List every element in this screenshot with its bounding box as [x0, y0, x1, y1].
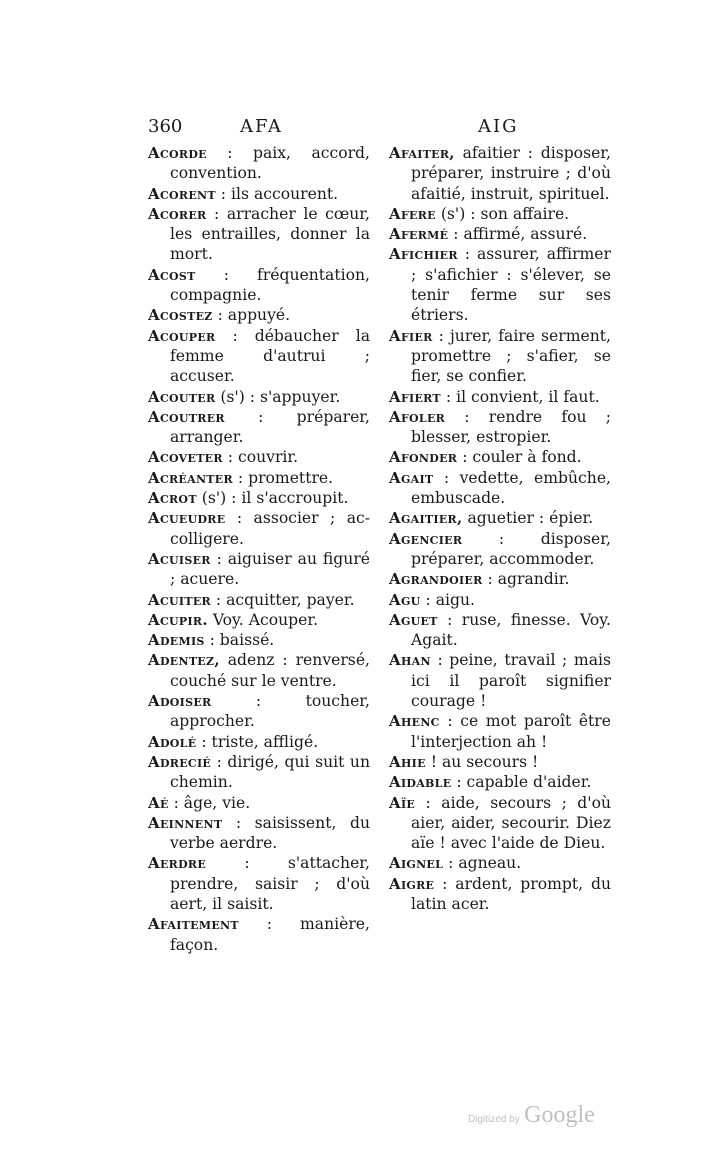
entry-headword: Adolé: [148, 732, 197, 751]
dictionary-entry: [148, 590, 370, 610]
dictionary-entry: [389, 752, 611, 772]
dictionary-entry: [148, 813, 370, 854]
entry-headword: Afier: [389, 326, 433, 345]
entry-definition: : acquitter, payer.: [210, 590, 355, 609]
dictionary-entry: [148, 732, 370, 752]
entry-headword: Afermé: [389, 225, 449, 244]
entry-headword: Ahie: [389, 752, 426, 771]
dictionary-entry: [389, 143, 611, 204]
entry-headword: Agu: [389, 590, 421, 609]
entry-definition: : manière, façon.: [170, 915, 370, 954]
dictionary-entry: [389, 569, 611, 589]
dictionary-entry: [148, 184, 370, 204]
dictionary-entry: [389, 650, 611, 711]
dictionary-entry: [148, 549, 370, 590]
dictionary-entry: [148, 326, 370, 387]
dictionary-entry: [148, 691, 370, 732]
entry-definition: : couvrir.: [222, 448, 299, 467]
entry-definition: : promettre.: [232, 468, 334, 487]
dictionary-entry: [389, 407, 611, 448]
entry-definition: (s') : il s'accroupit.: [196, 489, 349, 508]
entry-definition: : capable d'aider.: [451, 773, 592, 792]
entry-definition: : assurer, affirmer ; s'afichier : s'élever, se tenir ferme sur ses étriers.: [411, 245, 611, 325]
entry-definition: : appuyé.: [212, 306, 291, 325]
entry-headword: Acorent: [148, 184, 216, 203]
entry-headword: Aignel: [389, 854, 444, 873]
entry-definition: aguetier : épier.: [462, 509, 594, 528]
dictionary-entry: [148, 853, 370, 914]
entry-headword: Ahan: [389, 651, 431, 670]
entry-headword: Acouper: [148, 326, 216, 345]
entry-headword: Adrecié: [148, 752, 212, 771]
entry-definition: : âge, vie.: [168, 793, 251, 812]
entry-headword: Acréanter: [148, 468, 233, 487]
entry-headword: Afonder: [389, 448, 458, 467]
dictionary-entry: [148, 143, 370, 184]
entry-definition: : vedette, embûche, embuscade.: [411, 468, 611, 508]
entry-headword: Agait: [389, 468, 434, 487]
entry-headword: Agencier: [389, 529, 463, 548]
entry-headword: Acoveter: [148, 448, 223, 467]
entry-headword: Aerdre: [148, 854, 207, 873]
entry-headword: Agaitier,: [389, 509, 463, 528]
dictionary-entry: [389, 529, 611, 570]
entry-headword: Afaiter,: [389, 144, 455, 162]
dictionary-entry: [389, 447, 611, 467]
dictionary-entry: [148, 610, 370, 630]
entry-definition: : paix, accord, convention.: [170, 144, 370, 183]
entry-definition: : ce mot paroît être l'interjection ah !: [411, 712, 611, 751]
entry-definition: : ils accourent.: [215, 184, 339, 203]
dictionary-entry: [148, 793, 370, 813]
entry-headword: Adoiser: [148, 692, 212, 711]
dictionary-entry: [389, 711, 611, 752]
entry-headword: Agrandoier: [389, 570, 483, 589]
entry-headword: Ademis: [148, 631, 205, 650]
entry-definition: : couler à fond.: [457, 448, 582, 467]
dictionary-entry: [148, 508, 370, 549]
entry-headword: Acuiter: [148, 590, 211, 609]
page-number: 360: [148, 116, 183, 137]
right-column: [389, 143, 611, 914]
entry-headword: Afaitement: [148, 915, 239, 934]
entry-headword: Acoutrer: [148, 407, 225, 426]
entry-definition: : rendre fou ; blesser, estropier.: [411, 407, 611, 447]
entry-definition: : aide, secours ; d'où aier, aider, secourir. Diez aïe ! avec l'aide de Dieu.: [411, 793, 611, 853]
dictionary-entry: [389, 772, 611, 792]
entry-definition: : ruse, finesse. Voy. Agait.: [411, 610, 611, 650]
entry-headword: Aé: [148, 793, 169, 812]
entry-headword: Acorde: [148, 144, 207, 162]
dictionary-entry: [148, 488, 370, 508]
entry-definition: : peine, travail ; mais ici il paroît signifier courage !: [411, 651, 611, 711]
digitized-watermark: [468, 1102, 595, 1129]
entry-headword: Afichier: [389, 245, 458, 264]
dictionary-entry: [148, 407, 370, 448]
entry-headword: Acorer: [148, 204, 207, 223]
entry-definition: : disposer, préparer, accommoder.: [411, 529, 611, 568]
running-head-left: AFA: [240, 116, 283, 137]
entry-definition: (s') : son affaire.: [435, 204, 570, 223]
entry-definition: Voy. Acouper.: [207, 610, 319, 629]
entry-headword: Ahenc: [389, 712, 440, 731]
entry-definition: : saisissent, du verbe aerdre.: [170, 813, 370, 853]
entry-definition: : associer ; ac- colligere.: [170, 509, 370, 548]
entry-definition: ! au secours !: [425, 752, 539, 771]
dictionary-entry: [148, 387, 370, 407]
entry-headword: Aeinnent: [148, 813, 223, 832]
dictionary-entry: [389, 387, 611, 407]
dictionary-entry: [148, 468, 370, 488]
entry-definition: : aiguiser au figuré ; acuere.: [170, 549, 370, 589]
left-column: [148, 143, 370, 955]
entry-headword: Acueudre: [148, 509, 226, 528]
entry-definition: : agneau.: [443, 854, 522, 873]
entry-headword: Aigre: [389, 874, 435, 893]
dictionary-entry: [148, 752, 370, 793]
entry-headword: Acost: [148, 265, 196, 284]
entry-headword: Acuiser: [148, 549, 211, 568]
dictionary-entry: [389, 468, 611, 509]
dictionary-entry: [148, 650, 370, 691]
entry-definition: : triste, affligé.: [196, 732, 319, 751]
google-logo: Google: [524, 1102, 595, 1128]
dictionary-entry: [148, 305, 370, 325]
entry-definition: : baissé.: [204, 631, 275, 650]
entry-definition: : il convient, il faut.: [440, 387, 600, 406]
entry-headword: Aidable: [389, 773, 452, 792]
dictionary-entry: [148, 204, 370, 265]
entry-definition: : agrandir.: [482, 570, 570, 589]
entry-headword: Afiert: [389, 387, 441, 406]
entry-headword: Afoler: [389, 407, 446, 426]
dictionary-entry: [389, 224, 611, 244]
entry-headword: Aguet: [389, 610, 438, 629]
entry-definition: : affirmé, assuré.: [448, 225, 588, 244]
dictionary-entry: [389, 204, 611, 224]
entry-definition: afaitier : disposer, préparer, instruire ; d'où afaitié, instruit, spirituel.: [411, 144, 611, 203]
dictionary-entry: [389, 874, 611, 915]
entry-definition: (s') : s'appuyer.: [215, 387, 341, 406]
dictionary-entry: [389, 244, 611, 325]
dictionary-entry: [148, 914, 370, 955]
entry-headword: Afere: [389, 204, 436, 223]
running-head-right: AIG: [478, 116, 519, 137]
entry-definition: : ardent, prompt, du latin acer.: [411, 874, 611, 913]
entry-definition: : préparer, arranger.: [170, 407, 370, 447]
dictionary-entry: [389, 508, 611, 528]
entry-definition: : aigu.: [420, 590, 475, 609]
digitized-label: Digitized by: [468, 1114, 520, 1125]
dictionary-entry: [389, 793, 611, 854]
entry-definition: adenz : renversé, couché sur le ventre.: [170, 651, 370, 690]
dictionary-entry: [148, 447, 370, 467]
dictionary-entry: [389, 590, 611, 610]
dictionary-entry: [148, 630, 370, 650]
entry-definition: : débaucher la femme d'autrui ; accuser.: [170, 326, 370, 386]
dictionary-entry: [148, 265, 370, 306]
entry-headword: Acostez: [148, 306, 213, 325]
entry-headword: Adentez,: [148, 651, 220, 670]
entry-definition: : fréquentation, compagnie.: [170, 265, 370, 305]
dictionary-entry: [389, 610, 611, 651]
entry-definition: : toucher, approcher.: [170, 692, 370, 731]
entry-headword: Acouter: [148, 387, 216, 406]
running-header: [148, 116, 610, 140]
entry-headword: Aïe: [389, 793, 416, 812]
dictionary-entry: [389, 326, 611, 387]
entry-headword: Acupir.: [148, 610, 208, 629]
entry-definition: : arracher le cœur, les entrailles, donner la mort.: [170, 204, 370, 264]
entry-definition: : jurer, faire serment, promettre ; s'afier, se fier, se confier.: [411, 326, 611, 386]
entry-headword: Acrot: [148, 489, 197, 508]
entry-definition: : dirigé, qui suit un chemin.: [170, 752, 370, 792]
dictionary-entry: [389, 853, 611, 873]
entry-definition: : s'attacher, prendre, saisir ; d'où aert, il saisit.: [170, 854, 370, 913]
